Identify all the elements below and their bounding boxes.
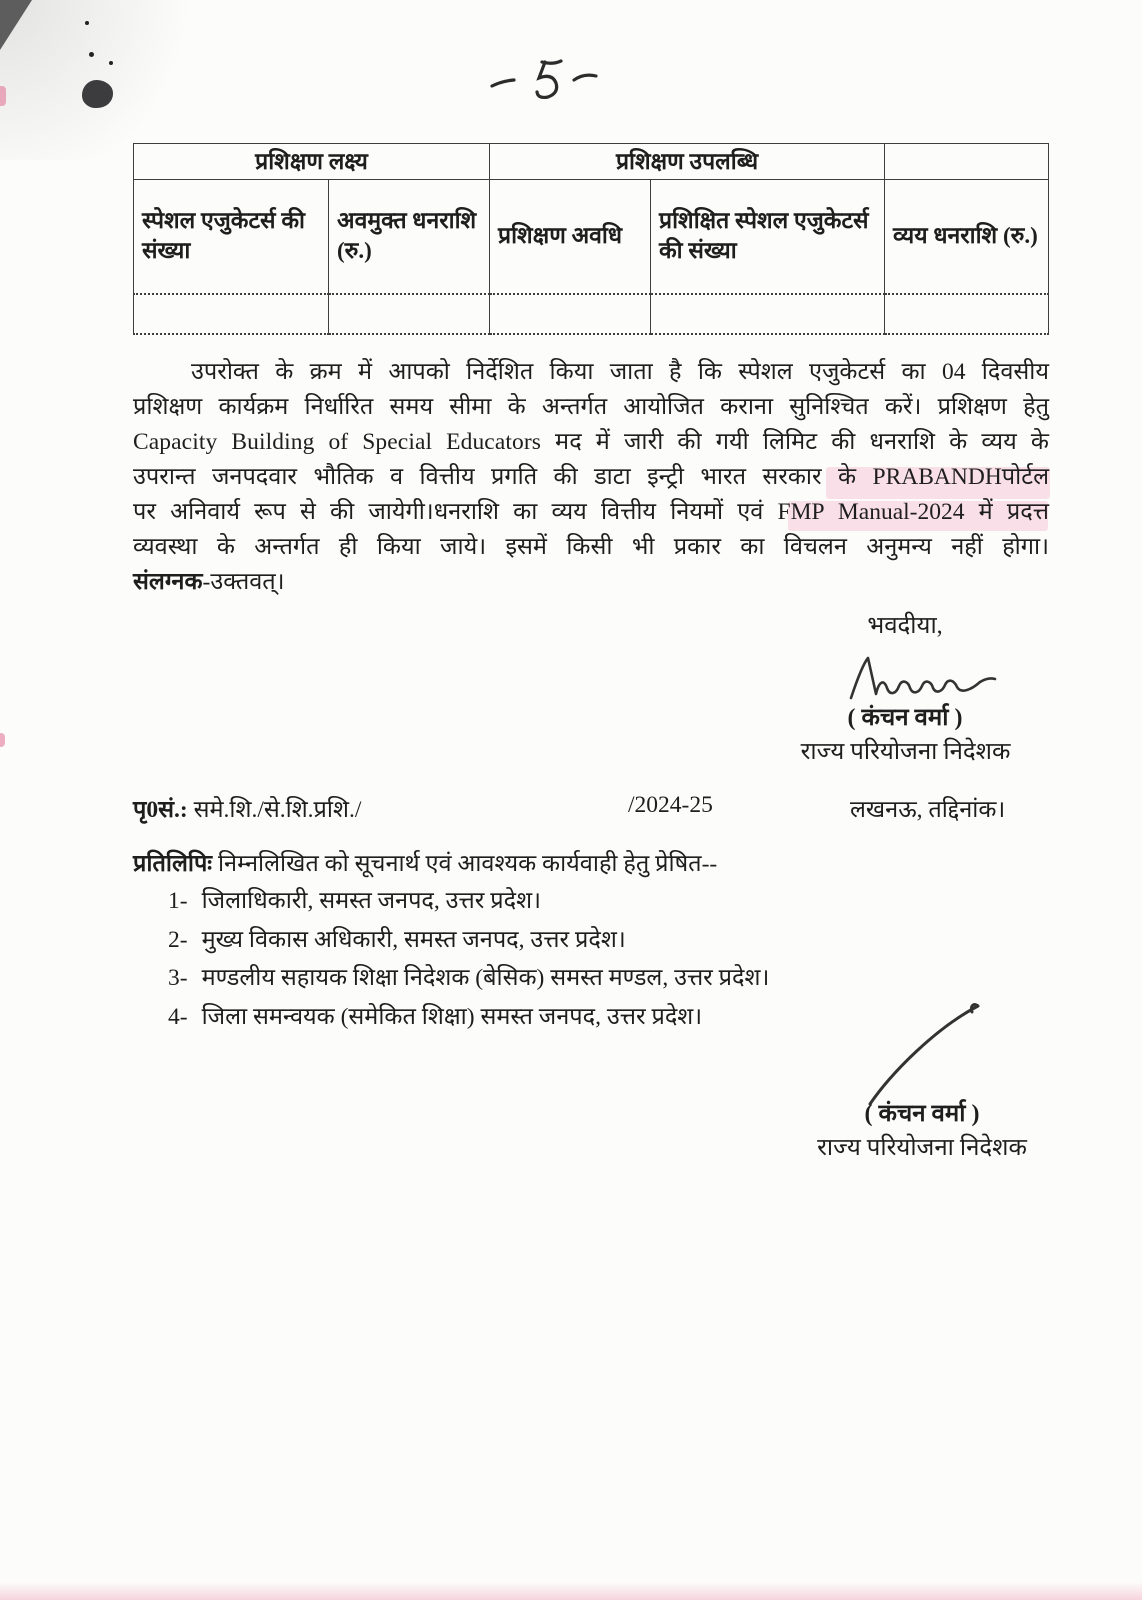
copy-item-text: मुख्य विकास अधिकारी, समस्त जनपद, उत्तर प्रदेश।: [201, 926, 626, 953]
copy-list-item: [168, 884, 769, 923]
salutation: भवदीया,: [867, 613, 943, 639]
edge-ink-mark: [0, 733, 5, 747]
table-cell: [885, 294, 1049, 334]
body-paragraph: [133, 355, 1049, 600]
handwritten-page-number: [482, 50, 612, 105]
copy-list-item: [168, 923, 769, 962]
group-header-achievement: प्रशिक्षण उपलब्धि: [490, 144, 885, 180]
edge-ink-mark: [0, 86, 6, 106]
col-header-expended-amount: व्यय धनराशि (रु.): [885, 180, 1049, 294]
paragraph-line: उपरोक्त के क्रम में आपको निर्देशित किया जाता है कि स्पेशल एजुकेटर्स का 04 दिवसीय: [191, 359, 1049, 385]
group-header-target: प्रशिक्षण लक्ष्य: [134, 144, 490, 180]
training-table: [133, 143, 1049, 335]
paragraph-line: पर अनिवार्य रूप से की जायेगी।धनराशि का व्यय वित्तीय नियमों एवं FMP Manual-2024 में प्रदत्त: [133, 499, 1049, 525]
ink-blot-artifact: [82, 80, 113, 108]
ink-dot: [109, 61, 113, 65]
paragraph-line: उपरान्त जनपदवार भौतिक व वित्तीय प्रगति की डाटा इन्ट्री भारत सरकार के PRABANDHपोर्टल: [133, 464, 1049, 490]
table-cell: [329, 294, 490, 334]
copy-heading-text: निम्नलिखित को सूचनार्थ एवं आवश्यक कार्यवाही हेतु प्रेषित--: [212, 851, 718, 877]
paragraph-line: Capacity Building of Special Educators मद में जारी की गयी लिमिट की धनराशि के व्यय के: [133, 429, 1049, 455]
table-cell: [651, 294, 885, 334]
copy-item-text: मण्डलीय सहायक शिक्षा निदेशक (बेसिक) समस्त मण्डल, उत्तर प्रदेश।: [201, 965, 770, 991]
ink-dot: [85, 21, 89, 25]
enclosure-label: संलग्नक: [133, 569, 203, 595]
copy-item-text: जिलाधिकारी, समस्त जनपद, उत्तर प्रदेश।: [201, 888, 541, 914]
copy-item-number: 1-: [168, 888, 188, 914]
table-empty-row: [134, 294, 1049, 334]
table-cell: [490, 294, 651, 334]
table-cell: [134, 294, 329, 334]
handwritten-signature-flourish: [862, 996, 1002, 1111]
signatory-name: ( कंचन वर्मा ): [847, 705, 963, 731]
col-header-trained-special-educators-count: प्रशिक्षित स्पेशल एजुकेटर्स की संख्या: [651, 180, 885, 294]
enclosure-line: [133, 565, 1049, 600]
reference-label: पृ0सं.:: [133, 797, 188, 823]
col-header-released-amount: अवमुक्त धनराशि (रु.): [329, 180, 490, 294]
paragraph-line: प्रशिक्षण कार्यक्रम निर्धारित समय सीमा के अन्तर्गत आयोजित कराना सुनिश्चित करें। प्रशिक्षण हेतु: [133, 394, 1049, 420]
signatory-name: ( कंचन वर्मा ): [864, 1101, 980, 1127]
copy-list-item: [168, 1000, 769, 1039]
col-header-special-educators-count: स्पेशल एजुकेटर्स की संख्या: [134, 180, 329, 294]
copy-item-number: 4-: [168, 1003, 188, 1030]
handwritten-signature: [843, 652, 1003, 704]
col-header-training-duration: प्रशिक्षण अवधि: [490, 180, 651, 294]
copy-item-text: जिला समन्वयक (समेकित शिक्षा) समस्त जनपद, उत्तर प्रदेश।: [201, 1003, 703, 1030]
copy-list: [168, 884, 769, 1038]
enclosure-value: -उक्तवत्।: [202, 569, 285, 595]
ink-dot: [89, 52, 94, 57]
group-header-spare: [885, 144, 1049, 180]
signatory-designation: राज्य परियोजना निदेशक: [817, 1135, 1027, 1161]
copy-item-number: 3-: [168, 965, 188, 991]
reference-series: समे.शि./से.शि.प्रशि./: [187, 797, 362, 823]
reference-year: /2024-25: [628, 792, 713, 818]
page-fold-mark: [0, 0, 32, 50]
copy-list-item: [168, 961, 769, 1000]
scanner-edge-tint: [0, 1582, 1142, 1600]
table-group-header-row: [134, 144, 1049, 180]
table-column-header-row: [134, 180, 1049, 294]
reference-number: [133, 792, 361, 824]
signatory-designation: राज्य परियोजना निदेशक: [800, 739, 1011, 765]
paragraph-line: व्यवस्था के अन्तर्गत ही किया जाये। इसमें किसी भी प्रकार का विचलन अनुमन्य नहीं होगा।: [133, 534, 1049, 560]
reference-place-date: लखनऊ, तद्दिनांक।: [850, 797, 1006, 823]
copy-heading: [133, 846, 717, 878]
copy-item-number: 2-: [168, 926, 188, 953]
corner-shade-artifact: [0, 0, 220, 160]
copy-heading-label: प्रतिलिपिः: [133, 851, 213, 877]
